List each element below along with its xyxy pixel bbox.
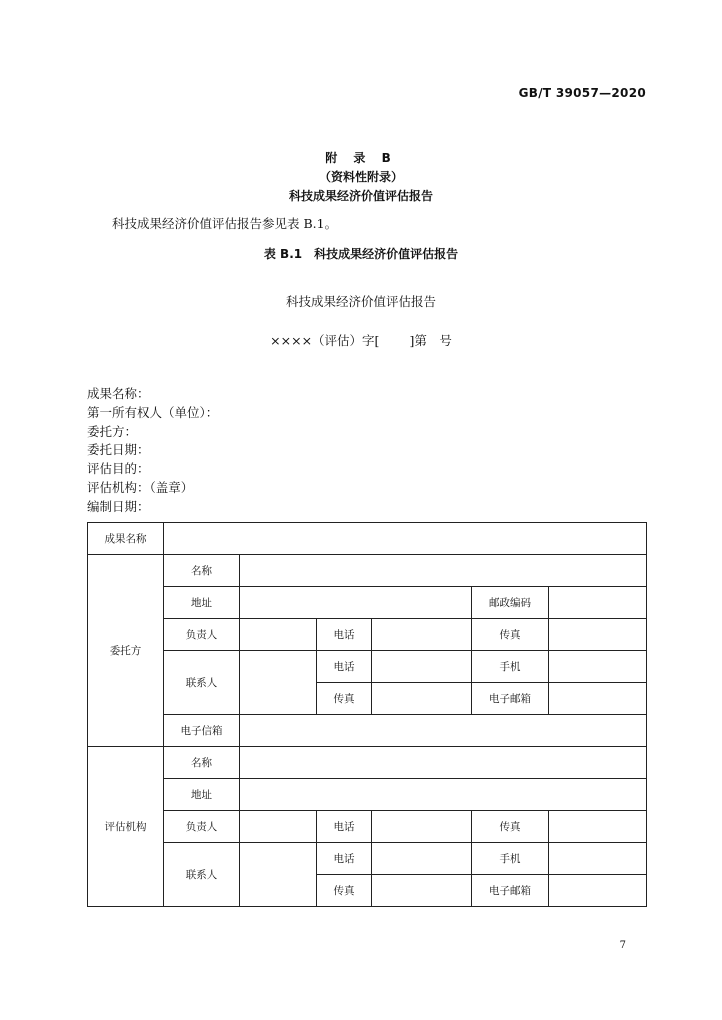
report-number-prefix: ××××（评估）字[ <box>270 333 380 348</box>
table-row <box>88 555 647 587</box>
appendix-subtitle: （资料性附录） <box>318 170 403 184</box>
client-name-label: 名称 <box>164 555 240 587</box>
field-client: 委托方： <box>87 423 138 439</box>
intro-text: 科技成果经济价值评估报告参见表 B.1。 <box>112 216 338 231</box>
achievement-name-value[interactable] <box>164 523 647 555</box>
client-email-label: 电子邮箱 <box>472 683 549 715</box>
table-row <box>88 619 647 651</box>
client-postcode-label: 邮政编码 <box>472 587 549 619</box>
field-compile-date: 编制日期： <box>87 498 150 514</box>
table-row <box>88 715 647 747</box>
agency-contact-fax-label: 传真 <box>317 875 372 907</box>
field-commission-date: 委托日期： <box>87 442 150 458</box>
client-postcode-value[interactable] <box>549 587 647 619</box>
agency-name-value[interactable] <box>240 747 647 779</box>
client-address-label: 地址 <box>164 587 240 619</box>
client-phone-label: 电话 <box>317 619 372 651</box>
agency-address-label: 地址 <box>164 779 240 811</box>
appendix-name: 科技成果经济价值评估报告 <box>288 189 433 203</box>
table-row <box>88 811 647 843</box>
agency-address-value[interactable] <box>240 779 647 811</box>
report-form-table <box>87 522 647 907</box>
client-contact-phone-label: 电话 <box>317 651 372 683</box>
client-emailbox-value[interactable] <box>240 715 647 747</box>
agency-fax-label: 传真 <box>472 811 549 843</box>
client-person-value[interactable] <box>240 619 317 651</box>
client-name-value[interactable] <box>240 555 647 587</box>
table-row <box>88 587 647 619</box>
report-number <box>0 331 722 349</box>
client-address-value[interactable] <box>240 587 472 619</box>
page-number: 7 <box>619 940 626 951</box>
agency-phone-label: 电话 <box>317 811 372 843</box>
report-title: 科技成果经济价值评估报告 <box>285 294 436 309</box>
agency-fax-value[interactable] <box>549 811 647 843</box>
field-purpose: 评估目的： <box>87 461 150 477</box>
client-group-label: 委托方 <box>88 555 164 747</box>
agency-email-label: 电子邮箱 <box>472 875 549 907</box>
client-mobile-value[interactable] <box>549 651 647 683</box>
agency-contact-fax-value[interactable] <box>372 875 472 907</box>
agency-mobile-value[interactable] <box>549 843 647 875</box>
client-contact-phone-value[interactable] <box>372 651 472 683</box>
table-row <box>88 651 647 683</box>
agency-person-label: 负责人 <box>164 811 240 843</box>
agency-person-value[interactable] <box>240 811 317 843</box>
report-number-suffix: ]第 号 <box>409 333 452 348</box>
client-contact-label: 联系人 <box>164 651 240 715</box>
table-row <box>88 843 647 875</box>
client-contact-fax-label: 传真 <box>317 683 372 715</box>
table-caption: 表 B.1 科技成果经济价值评估报告 <box>263 247 459 261</box>
appendix-title: 附 录 B <box>325 151 397 165</box>
agency-contact-label: 联系人 <box>164 843 240 907</box>
client-mobile-label: 手机 <box>472 651 549 683</box>
agency-contact-phone-value[interactable] <box>372 843 472 875</box>
table-row <box>88 747 647 779</box>
agency-email-value[interactable] <box>549 875 647 907</box>
client-contact-fax-value[interactable] <box>372 683 472 715</box>
agency-mobile-label: 手机 <box>472 843 549 875</box>
agency-contact-phone-label: 电话 <box>317 843 372 875</box>
agency-contact-value[interactable] <box>240 843 317 907</box>
standard-number: GB/T 39057—2020 <box>518 86 646 100</box>
cover-fields <box>87 385 218 517</box>
agency-group-label: 评估机构 <box>88 747 164 907</box>
client-fax-value[interactable] <box>549 619 647 651</box>
table-row <box>88 779 647 811</box>
client-person-label: 负责人 <box>164 619 240 651</box>
table-row <box>88 523 647 555</box>
client-fax-label: 传真 <box>472 619 549 651</box>
client-emailbox-label: 电子信箱 <box>164 715 240 747</box>
field-achievement-name: 成果名称： <box>87 386 150 401</box>
field-agency: 评估机构：（盖章） <box>87 479 194 495</box>
agency-phone-value[interactable] <box>372 811 472 843</box>
client-phone-value[interactable] <box>372 619 472 651</box>
client-contact-value[interactable] <box>240 651 317 715</box>
field-first-owner: 第一所有权人（单位）： <box>87 404 219 420</box>
client-email-value[interactable] <box>549 683 647 715</box>
achievement-name-label: 成果名称 <box>88 523 164 555</box>
agency-name-label: 名称 <box>164 747 240 779</box>
